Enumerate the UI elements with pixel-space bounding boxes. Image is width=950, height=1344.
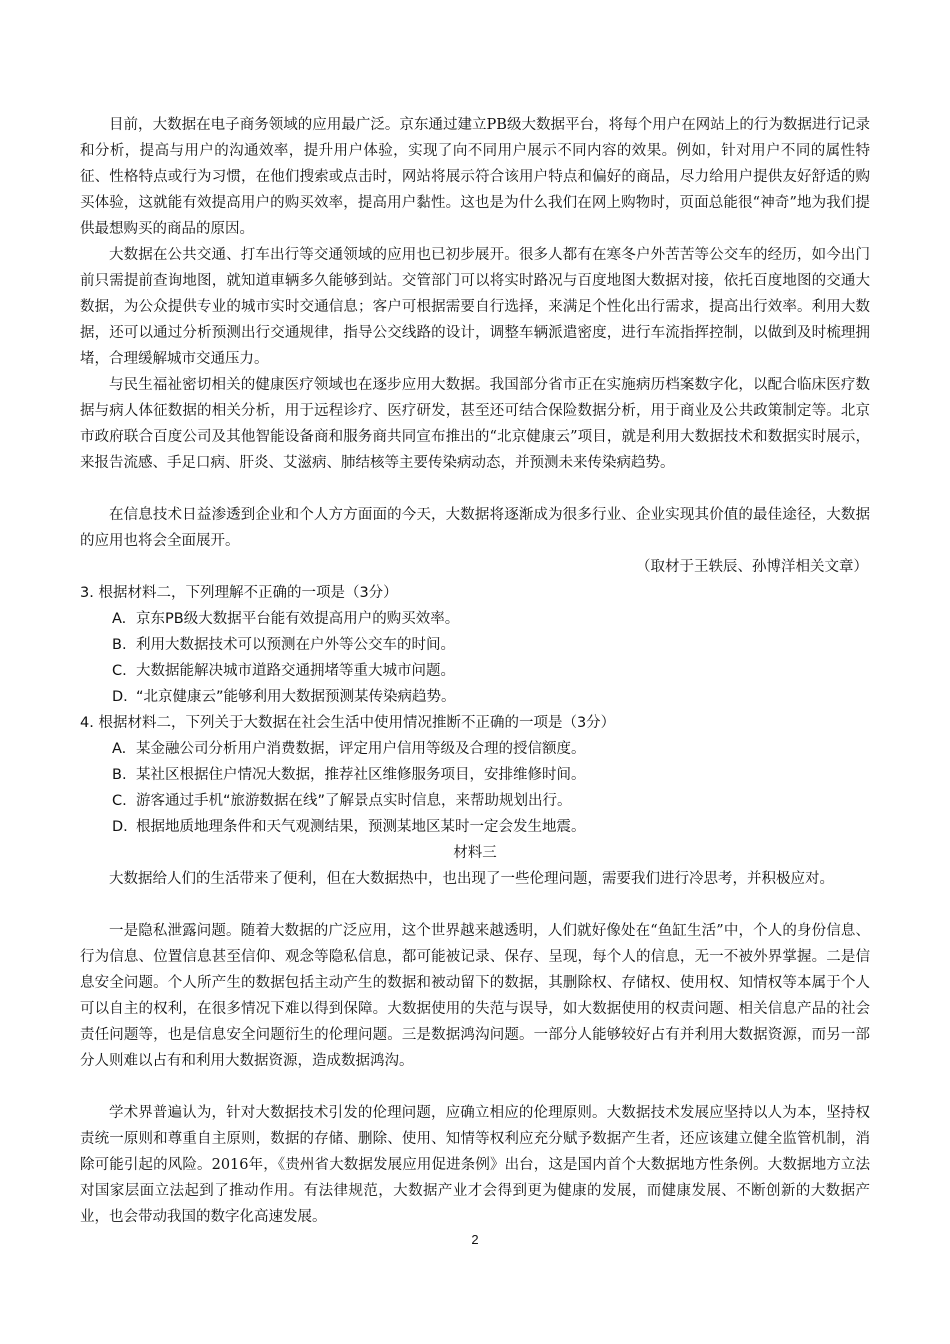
question-3-option-a	[112, 606, 872, 632]
option-text: 京东PB级大数据平台能有效提高用户的购买效率。	[136, 611, 460, 627]
option-text: 游客通过手机“旅游数据在线”了解景点实时信息，来帮助规划出行。	[136, 793, 572, 809]
option-text: 利用大数据技术可以预测在户外等公交车的时间。	[136, 637, 455, 653]
material2-paragraph-1: 目前，大数据在电子商务领域的应用最广泛。京东通过建立PB级大数据平台，将每个用户在网站上的行为数据进行记录和分析，提高与用户的沟通效率，提升用户体验，实现了向不同用户展示不同内容的效果。例如，针对用户不同的属性特征、性格特点或行为习惯，在他们搜索或点击时，网站将展示符合该用户特点和偏好的商品，尽力给用户提供友好舒适的购买体验，这就能有效提高用户的购买效率，提高用户黏性。这也是为什么我们在网上购物时，页面总能很“神奇”地为我们提供最想购买的商品的原因。	[80, 117, 870, 237]
question-3-option-d	[112, 684, 872, 710]
option-letter: D.	[112, 819, 128, 835]
question-4-option-d	[112, 814, 872, 840]
option-letter: C.	[112, 793, 127, 809]
option-letter: A.	[112, 741, 127, 757]
material2-paragraph-4: 在信息技术日益渗透到企业和个人方方面面的今天，大数据将逐渐成为很多行业、企业实现其价值的最佳途径，大数据的应用也将会全面展开。	[80, 507, 870, 549]
question-3-option-c	[112, 658, 872, 684]
material2-paragraph-3: 与民生福祉密切相关的健康医疗领域也在逐步应用大数据。我国部分省市正在实施病历档案数字化，以配合临床医疗数据与病人体征数据的相关分析，用于远程诊疗、医疗研发，甚至还可结合保险数据分析，用于商业及公共政策制定等。北京市政府联合百度公司及其他智能设备商和服务商共同宣布推出的“北京健康云”项目，就是利用大数据技术和数据实时展示，来报告流感、手足口病、肝炎、艾滋病、肺结核等主要传染病动态，并预测未来传染病趋势。	[80, 377, 870, 471]
source-attribution: （取材于王轶辰、孙博洋相关文章）	[636, 559, 868, 575]
question-4-option-c	[112, 788, 872, 814]
material3-paragraph-3: 学术界普遍认为，针对大数据技术引发的伦理问题，应确立相应的伦理原则。大数据技术发展应坚持以人为本，坚持权责统一原则和尊重自主原则，数据的存储、删除、使用、知情等权利应充分赋予数据产生者，还应该建立健全监管机制，消除可能引起的风险。2016年，《贵州省大数据发展应用促进条例》出台，这是国内首个大数据地方性条例。大数据地方立法对国家层面立法起到了推动作用。有法律规范，大数据产业才会得到更为健康的发展，而健康发展、不断创新的大数据产业，也会带动我国的数字化高速发展。	[80, 1105, 870, 1225]
material3-paragraph-1: 大数据给人们的生活带来了便利，但在大数据热中，也出现了一些伦理问题，需要我们进行冷思考，并积极应对。	[109, 871, 834, 887]
material2-paragraph-2: 大数据在公共交通、打车出行等交通领域的应用也已初步展开。很多人都有在寒冬户外苦苦等公交车的经历，如今出门前只需提前查询地图，就知道車辆多久能够到站。交管部门可以将实时路况与百度地图大数据对接，依托百度地图的交通大数据，为公众提供专业的城市实时交通信息；客户可根据需要自行选择，来满足个性化出行需求，提高出行效率。利用大数据，还可以通过分析预测出行交通规律，指导公交线路的设计，调整车辆派遣密度，进行车流指挥控制，以做到及时梳理拥堵，合理缓解城市交通压力。	[80, 247, 870, 367]
question-4-option-b	[112, 762, 872, 788]
material3-heading: 材料三	[453, 845, 497, 861]
option-text: 某金融公司分析用户消费数据，评定用户信用等级及合理的授信额度。	[136, 741, 586, 757]
option-text: “北京健康云”能够利用大数据预测某传染病趋势。	[136, 689, 456, 705]
material3-paragraph-2: 一是隐私泄露问题。随着大数据的广泛应用，这个世界越来越透明，人们就好像处在“鱼缸生活”中，个人的身份信息、行为信息、位置信息甚至信仰、观念等隐私信息，都可能被记录、保存、呈现，每个人的信息，无一不被外界掌握。二是信息安全问题。个人所产生的数据包括主动产生的数据和被动留下的数据，其删除权、存储权、使用权、知情权等本属于个人可以自主的权利，在很多情况下难以得到保障。大数据使用的失范与误导，如大数据使用的权责问题、相关信息产品的社会责任问题等，也是信息安全问题衍生的伦理问题。三是数据鸿沟问题。一部分人能够较好占有并利用大数据资源，而另一部分人则难以占有和利用大数据资源，造成数据鸿沟。	[80, 923, 870, 1069]
option-letter: B.	[112, 637, 127, 653]
question-3-option-b	[112, 632, 872, 658]
option-text: 根据地质地理条件和天气观测结果，预测某地区某时一定会发生地震。	[136, 819, 586, 835]
question-4-option-a	[112, 736, 872, 762]
option-letter: B.	[112, 767, 127, 783]
option-text: 某社区根据住户情况大数据，推荐社区维修服务项目，安排维修时间。	[136, 767, 586, 783]
option-letter: A.	[112, 611, 127, 627]
page-number: 2	[471, 1232, 479, 1247]
option-letter: C.	[112, 663, 127, 679]
question-4-stem: 4. 根据材料二，下列关于大数据在社会生活中使用情况推断不正确的一项是（3分）	[80, 715, 616, 731]
question-3-stem: 3. 根据材料二，下列理解不正确的一项是（3分）	[80, 585, 398, 601]
option-text: 大数据能解决城市道路交通拥堵等重大城市问题。	[136, 663, 455, 679]
option-letter: D.	[112, 689, 128, 705]
